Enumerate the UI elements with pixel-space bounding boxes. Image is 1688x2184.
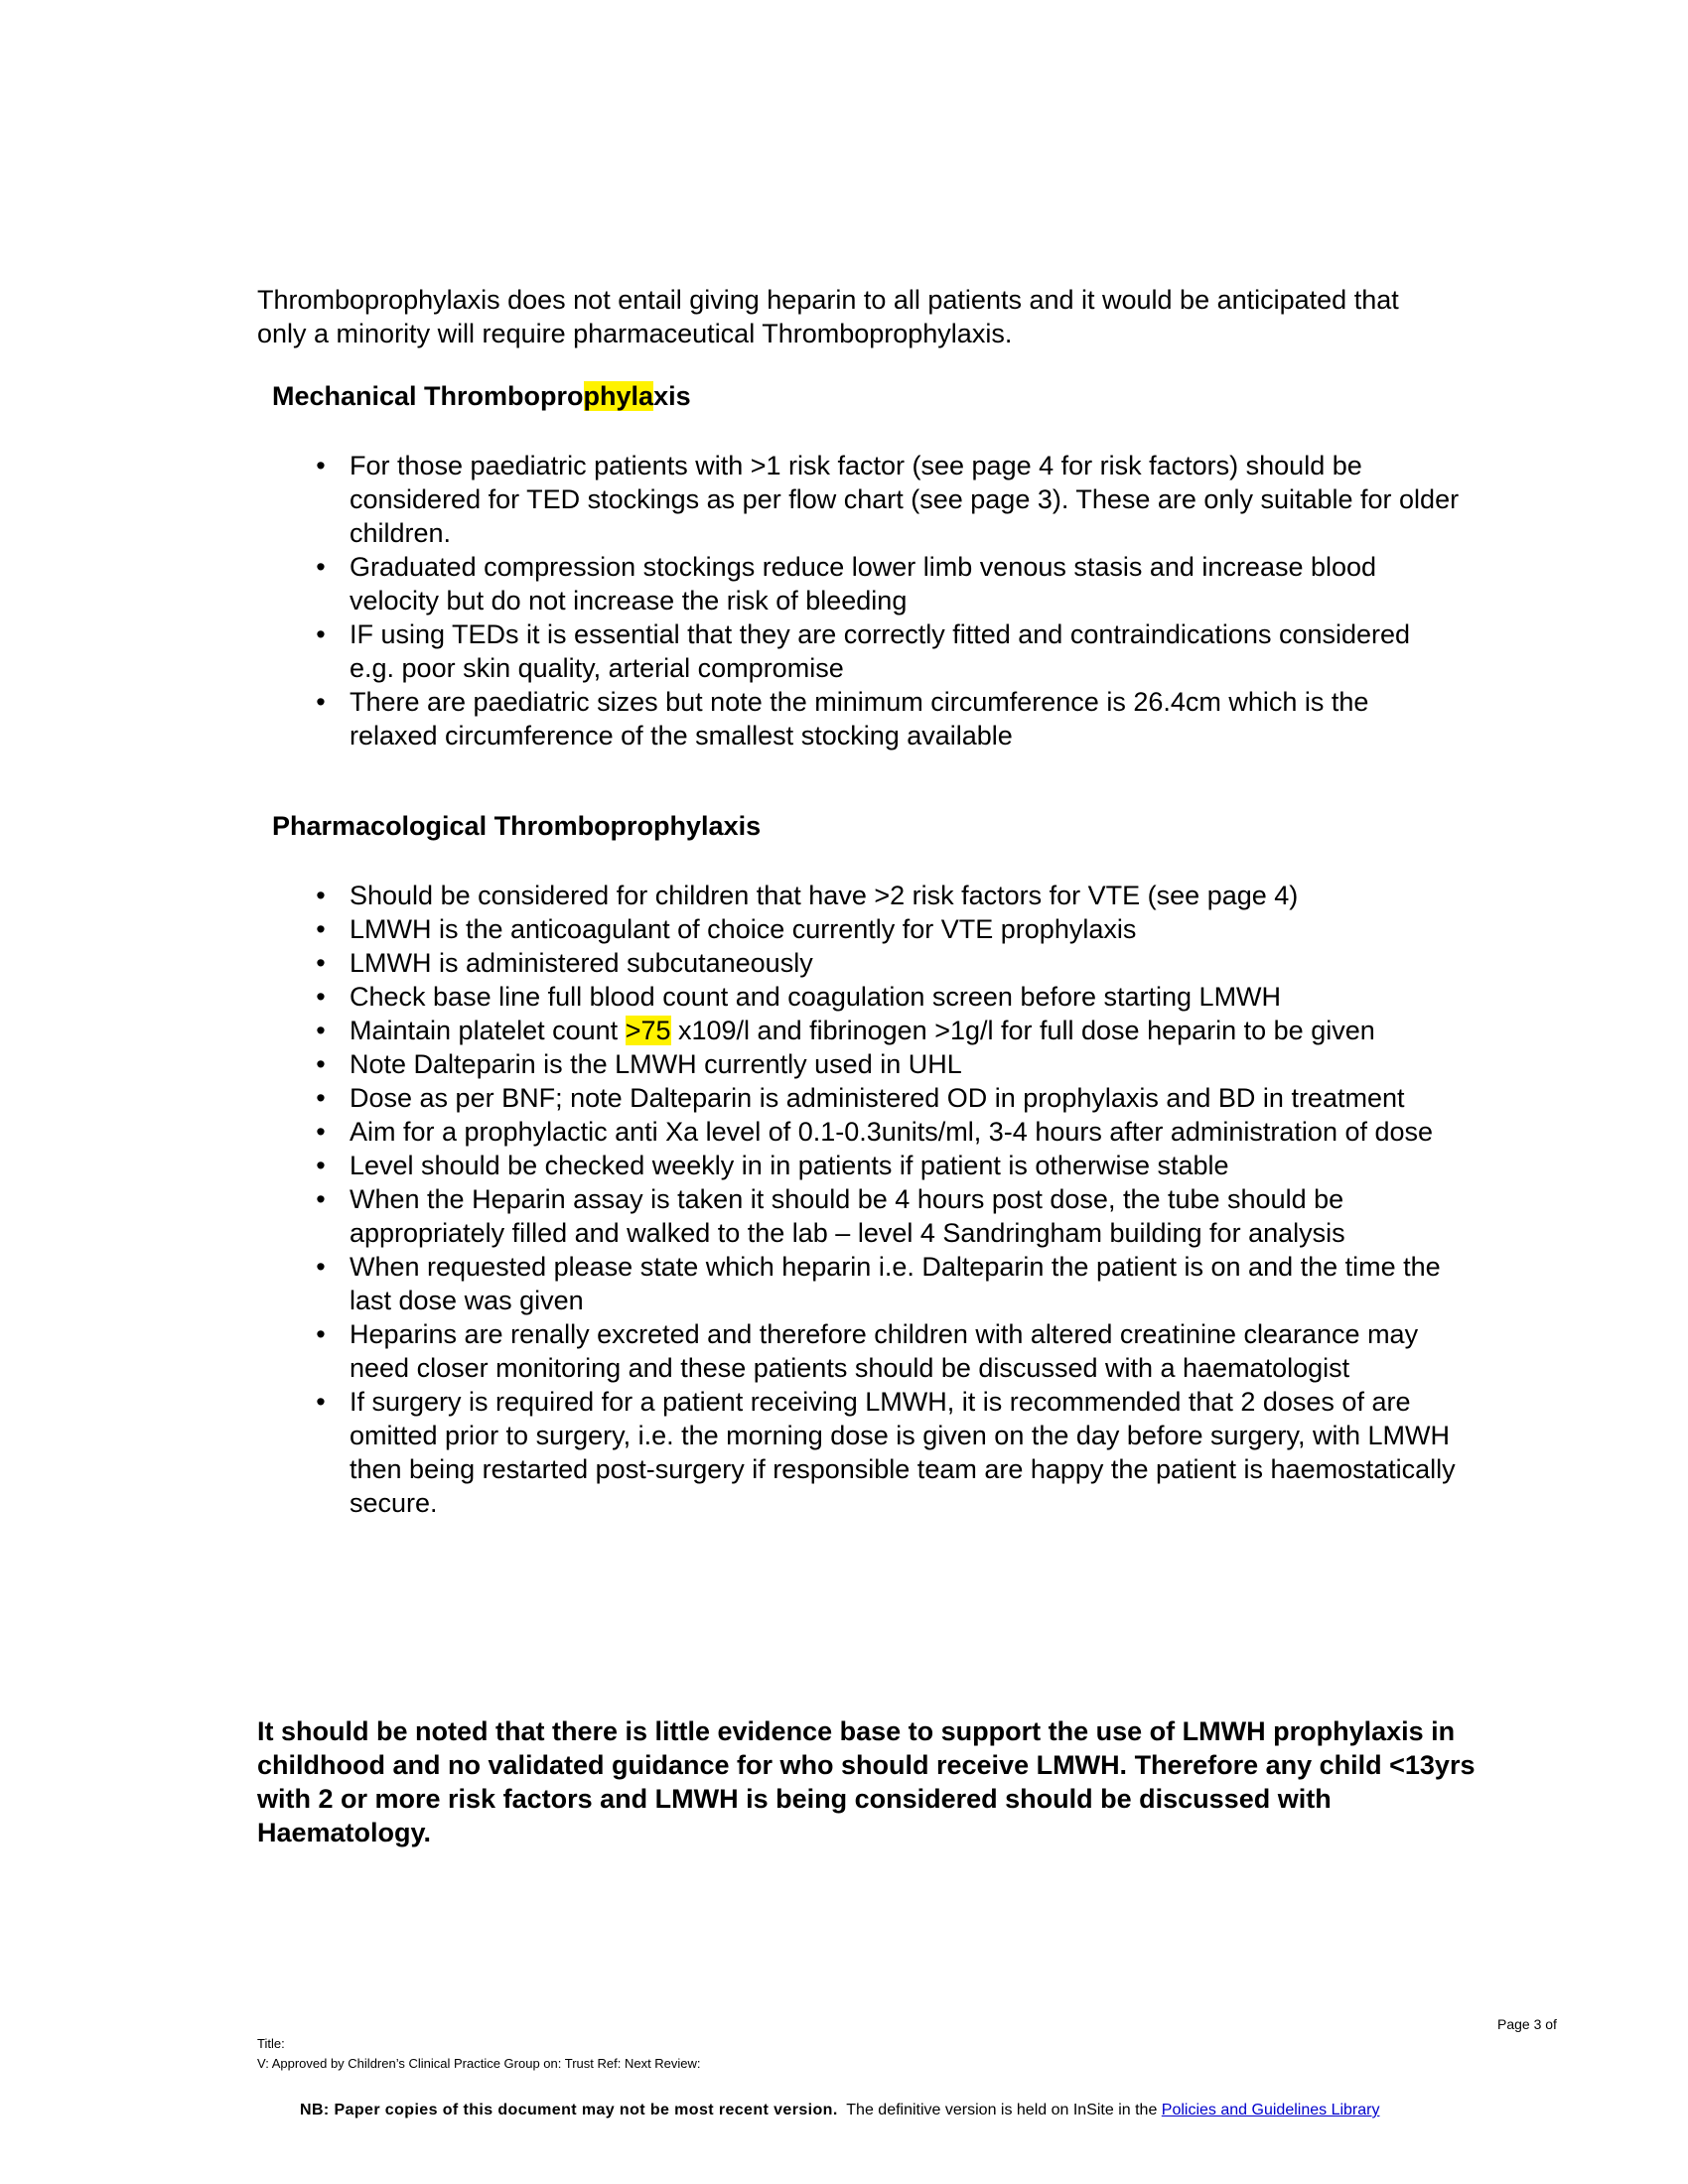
bullet-icon: • [316, 881, 326, 910]
footer-title: Title: [257, 2036, 285, 2051]
policies-library-link[interactable]: Policies and Guidelines Library [1161, 2102, 1380, 2118]
list-item [316, 449, 1462, 550]
list-item [316, 1250, 1462, 1317]
bullet-icon: • [316, 982, 326, 1012]
bullet-icon: • [316, 1049, 326, 1079]
list-item-text: Should be considered for children that have >2 risk factors for VTE (see page 4) [350, 881, 1299, 910]
list-item-text: If surgery is required for a patient receiving LMWH, it is recommended that 2 doses of are omitted prior to surgery, i.e. the morning dose is given on the day before surgery, with LMWH then being restarted post-surgery if responsible team are happy the patient is haemostatically secure. [350, 1387, 1456, 1518]
bullet-icon: • [316, 552, 326, 582]
platelet-highlight: >75 [625, 1016, 671, 1045]
list-item-text: Check base line full blood count and coagulation screen before starting LMWH [350, 982, 1282, 1012]
bullet-icon: • [316, 1151, 326, 1180]
closing-statement: It should be noted that there is little evidence base to support the use of LMWH prophylaxis in childhood and no validated guidance for who should receive LMWH. Therefore any child <13yrs with 2 or more risk factors and LMWH is being considered should be discussed with Haematology. [257, 1716, 1476, 1847]
page-number: Page 3 of [1497, 2016, 1557, 2032]
footer-note-bold: NB: Paper copies of this document may not be most recent version. [300, 2102, 838, 2118]
bullet-icon: • [316, 619, 326, 649]
list-item-text: Aim for a prophylactic anti Xa level of 0.1-0.3units/ml, 3-4 hours after administration of dose [350, 1117, 1434, 1147]
list-item-text: IF using TEDs it is essential that they are correctly fitted and contraindications considered e.g. poor skin quality, arterial compromise [350, 619, 1411, 683]
list-item [316, 1047, 1462, 1081]
list-item-text: LMWH is administered subcutaneously [350, 948, 813, 978]
list-item [316, 1182, 1462, 1250]
bullet-icon: • [316, 687, 326, 717]
list-item [316, 946, 1462, 980]
list-item-text: For those paediatric patients with >1 risk factor (see page 4 for risk factors) should be considered for TED stockings as per flow chart (see page 3). These are only suitable for older children. [350, 451, 1460, 548]
footer-approval-line: V: Approved by Children’s Clinical Practice Group on: Trust Ref: Next Review: [257, 2056, 701, 2071]
list-item [316, 912, 1462, 946]
list-item-text: LMWH is the anticoagulant of choice currently for VTE prophylaxis [350, 914, 1137, 944]
list-item [316, 550, 1462, 617]
list-item-text: Level should be checked weekly in in patients if patient is otherwise stable [350, 1151, 1229, 1180]
list-item [316, 1317, 1462, 1385]
list-item [316, 1115, 1462, 1149]
footer-note [300, 2101, 1379, 2120]
list-item-text: Heparins are renally excreted and therefore children with altered creatinine clearance may need closer monitoring and these patients should be discussed with a haematologist [350, 1319, 1419, 1383]
mechanical-heading-post: xis [653, 381, 691, 411]
mechanical-heading-pre: Mechanical Thrombopro [272, 381, 584, 411]
platelet-text-post: x109/l and fibrinogen >1g/l for full dose heparin to be given [670, 1016, 1375, 1045]
mechanical-bullet-list [316, 449, 1462, 752]
bullet-icon: • [316, 1252, 326, 1282]
bullet-icon: • [316, 1117, 326, 1147]
list-item-text: Dose as per BNF; note Dalteparin is administered OD in prophylaxis and BD in treatment [350, 1083, 1405, 1113]
bullet-icon: • [316, 948, 326, 978]
list-item-text: When the Heparin assay is taken it should be 4 hours post dose, the tube should be appropriately filled and walked to the lab – level 4 Sandringham building for analysis [350, 1184, 1345, 1248]
list-item-text: Graduated compression stockings reduce lower limb venous stasis and increase blood velocity but do not increase the risk of bleeding [350, 552, 1377, 615]
bullet-icon: • [316, 1387, 326, 1417]
bullet-icon: • [316, 914, 326, 944]
bullet-icon: • [316, 1184, 326, 1214]
list-item [316, 1385, 1462, 1520]
bullet-icon: • [316, 1083, 326, 1113]
list-item [316, 685, 1462, 752]
intro-paragraph: Thromboprophylaxis does not entail giving heparin to all patients and it would be anticipated that only a minority will require pharmaceutical Thromboprophylaxis. [257, 285, 1399, 348]
bullet-icon: • [316, 451, 326, 480]
list-item [316, 1149, 1462, 1182]
list-item [316, 980, 1462, 1014]
bullet-icon: • [316, 1016, 326, 1045]
bullet-icon: • [316, 1319, 326, 1349]
footer-note-text: The definitive version is held on InSite in the [837, 2102, 1162, 2118]
list-item [316, 1014, 1462, 1047]
platelet-text-pre: Maintain platelet count [350, 1016, 626, 1045]
list-item-text: There are paediatric sizes but note the minimum circumference is 26.4cm which is the relaxed circumference of the smallest stocking available [350, 687, 1369, 751]
pharmacological-heading: Pharmacological Thromboprophylaxis [272, 811, 762, 841]
list-item [316, 879, 1462, 912]
list-item-text: Note Dalteparin is the LMWH currently used in UHL [350, 1049, 962, 1079]
list-item [316, 1081, 1462, 1115]
list-item [316, 617, 1462, 685]
mechanical-heading [272, 379, 691, 413]
list-item-text: When requested please state which heparin i.e. Dalteparin the patient is on and the time the last dose was given [350, 1252, 1441, 1315]
pharmacological-bullet-list [316, 879, 1462, 1520]
mechanical-heading-highlight: phyla [583, 381, 654, 411]
